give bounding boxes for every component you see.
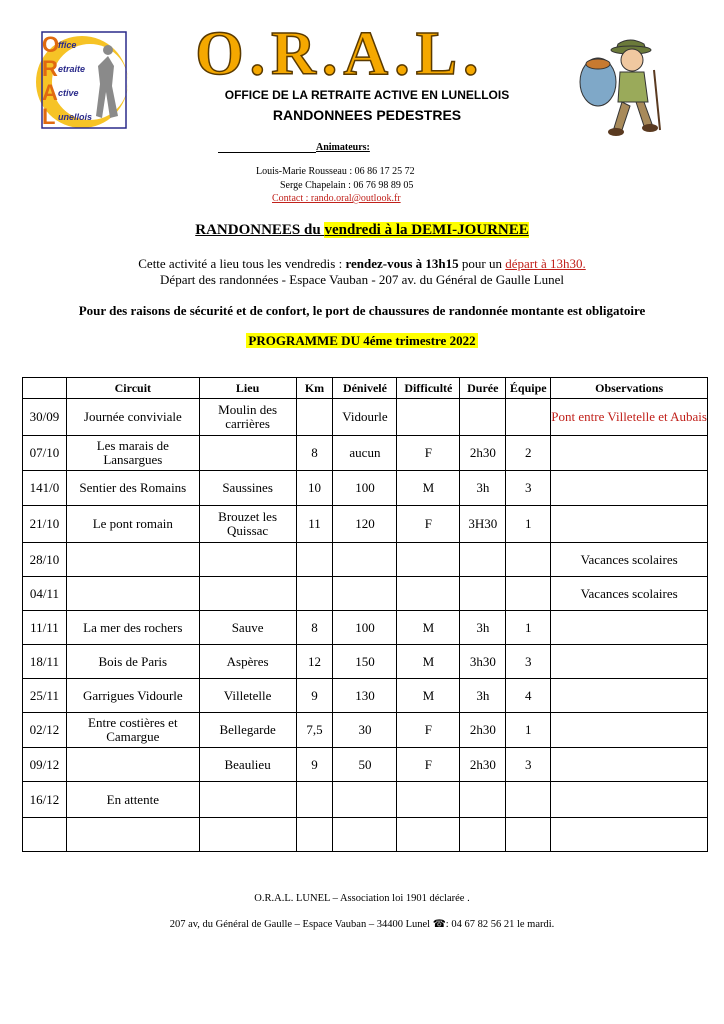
cell-lieu — [199, 543, 296, 577]
col-header-duree: Durée — [460, 378, 506, 399]
cell-km — [296, 818, 333, 852]
cell-observations — [551, 818, 708, 852]
cell-equipe — [506, 543, 551, 577]
cell-equipe — [506, 577, 551, 611]
contact-email-link[interactable]: Contact : rando.oral@outlook.fr — [272, 193, 401, 204]
cell-km: 8 — [296, 436, 333, 471]
programme-table — [22, 377, 708, 852]
cell-denivele — [333, 577, 397, 611]
cell-lieu: Beaulieu — [199, 748, 296, 782]
table-row — [23, 436, 708, 471]
cell-date — [23, 818, 67, 852]
cell-lieu: Sauve — [199, 611, 296, 645]
cell-duree: 3h — [460, 471, 506, 506]
safety-notice: Pour des raisons de sécurité et de confort, le port de chaussures de randonnée montante est obligatoire — [78, 303, 646, 318]
col-header-date — [23, 378, 67, 399]
cell-date: 25/11 — [23, 679, 67, 713]
table-row — [23, 782, 708, 818]
logo-letter-a: A — [42, 80, 58, 105]
cell-date: 18/11 — [23, 645, 67, 679]
info1-a: Cette activité a lieu tous les vendredis : — [138, 256, 346, 271]
cell-difficulte: M — [397, 645, 460, 679]
cell-duree: 3h — [460, 679, 506, 713]
table-row — [23, 471, 708, 506]
col-header-observations: Observations — [551, 378, 708, 399]
cell-circuit — [66, 577, 199, 611]
programme-text: PROGRAMME DU 4éme trimestre 2022 — [248, 333, 476, 348]
cell-duree — [460, 782, 506, 818]
cell-km: 10 — [296, 471, 333, 506]
cell-circuit: Bois de Paris — [66, 645, 199, 679]
cell-km: 9 — [296, 748, 333, 782]
cell-duree — [460, 543, 506, 577]
table-row — [23, 748, 708, 782]
cell-date: 02/12 — [23, 713, 67, 748]
cell-date: 28/10 — [23, 543, 67, 577]
association-name: OFFICE DE LA RETRAITE ACTIVE EN LUNELLOIS — [224, 88, 510, 102]
col-header-difficulte: Difficulté — [397, 378, 460, 399]
cell-date: 21/10 — [23, 506, 67, 543]
cell-equipe: 1 — [506, 611, 551, 645]
animateurs-label: Animateurs: — [316, 142, 370, 153]
cell-date: 09/12 — [23, 748, 67, 782]
table-row — [23, 645, 708, 679]
cell-observations — [551, 713, 708, 748]
cell-circuit — [66, 748, 199, 782]
cell-observations — [551, 679, 708, 713]
title-text: O.R.A.L. — [195, 20, 485, 88]
cell-duree: 2h30 — [460, 713, 506, 748]
cell-date: 07/10 — [23, 436, 67, 471]
cell-difficulte: F — [397, 506, 460, 543]
section-title-part2: vendredi à la DEMI-JOURNEE — [324, 222, 529, 238]
cell-lieu: Villetelle — [199, 679, 296, 713]
table-row — [23, 543, 708, 577]
activity-name: RANDONNEES PEDESTRES — [272, 107, 462, 123]
info-line-2: Départ des randonnées - Espace Vauban - 207 av. du Général de Gaulle Lunel — [160, 272, 564, 287]
cell-denivele: 100 — [333, 471, 397, 506]
cell-equipe: 1 — [506, 506, 551, 543]
footer-association: O.R.A.L. LUNEL – Association loi 1901 déclarée . — [254, 893, 470, 904]
logo-letter-o: O — [42, 32, 60, 57]
cell-circuit: En attente — [66, 782, 199, 818]
cell-circuit: Entre costières et Camargue — [66, 713, 199, 748]
table-row — [23, 818, 708, 852]
cell-circuit: Journée conviviale — [66, 399, 199, 436]
cell-difficulte — [397, 818, 460, 852]
cell-duree: 2h30 — [460, 748, 506, 782]
cell-circuit: Sentier des Romains — [66, 471, 199, 506]
cell-lieu — [199, 782, 296, 818]
logo-word-1: ffice — [58, 40, 77, 50]
cell-denivele: 30 — [333, 713, 397, 748]
footer-address: 207 av, du Général de Gaulle – Espace Vauban – 34400 Lunel ☎: 04 67 82 56 21 le mardi. — [169, 919, 555, 930]
cell-km: 7,5 — [296, 713, 333, 748]
cell-equipe — [506, 818, 551, 852]
cell-denivele — [333, 782, 397, 818]
cell-duree: 3h30 — [460, 645, 506, 679]
page-title — [150, 20, 530, 90]
cell-equipe: 3 — [506, 748, 551, 782]
logo-letter-r: R — [42, 56, 58, 81]
cell-observations: Vacances scolaires — [551, 577, 708, 611]
table-row — [23, 577, 708, 611]
cell-equipe — [506, 399, 551, 436]
cell-observations — [551, 436, 708, 471]
cell-lieu — [199, 818, 296, 852]
cell-date: 16/12 — [23, 782, 67, 818]
cell-date: 141/0 — [23, 471, 67, 506]
cell-denivele: 50 — [333, 748, 397, 782]
cell-duree: 3h — [460, 611, 506, 645]
cell-denivele: aucun — [333, 436, 397, 471]
cell-denivele: 150 — [333, 645, 397, 679]
info1-c: pour un — [458, 256, 506, 271]
cell-circuit: Le pont romain — [66, 506, 199, 543]
cell-difficulte: F — [397, 748, 460, 782]
cell-lieu: Bellegarde — [199, 713, 296, 748]
logo-word-3: ctive — [58, 88, 79, 98]
table-header-row — [23, 378, 708, 399]
cell-lieu: Aspères — [199, 645, 296, 679]
cell-denivele: 130 — [333, 679, 397, 713]
cell-equipe: 3 — [506, 471, 551, 506]
col-header-lieu: Lieu — [199, 378, 296, 399]
cell-observations — [551, 645, 708, 679]
cell-date: 30/09 — [23, 399, 67, 436]
cell-denivele: 100 — [333, 611, 397, 645]
cell-km: 12 — [296, 645, 333, 679]
cell-difficulte — [397, 782, 460, 818]
table-row — [23, 611, 708, 645]
cell-km — [296, 577, 333, 611]
section-title — [0, 222, 724, 239]
animator-1: Louis-Marie Rousseau : 06 86 17 25 72 — [256, 166, 415, 177]
cell-km: 8 — [296, 611, 333, 645]
cell-duree: 2h30 — [460, 436, 506, 471]
cell-lieu: Saussines — [199, 471, 296, 506]
cell-observations — [551, 611, 708, 645]
table-row — [23, 399, 708, 436]
animateurs-underline — [218, 152, 316, 153]
table-row — [23, 713, 708, 748]
cell-difficulte: M — [397, 471, 460, 506]
cell-difficulte — [397, 577, 460, 611]
cell-circuit: Garrigues Vidourle — [66, 679, 199, 713]
info-line-1 — [0, 256, 724, 272]
cell-difficulte — [397, 543, 460, 577]
cell-lieu: Moulin des carrières — [199, 399, 296, 436]
cell-observations — [551, 748, 708, 782]
cell-duree — [460, 577, 506, 611]
cell-equipe: 4 — [506, 679, 551, 713]
cell-difficulte: M — [397, 611, 460, 645]
cell-equipe: 2 — [506, 436, 551, 471]
cell-equipe: 1 — [506, 713, 551, 748]
cell-observations: Pont entre Villetelle et Aubais — [551, 399, 708, 436]
col-header-circuit: Circuit — [66, 378, 199, 399]
cell-km: 11 — [296, 506, 333, 543]
logo-word-4: unellois — [58, 112, 93, 122]
cell-date: 04/11 — [23, 577, 67, 611]
cell-km — [296, 782, 333, 818]
col-header-km: Km — [296, 378, 333, 399]
cell-lieu — [199, 577, 296, 611]
info1-b: rendez-vous à 13h15 — [345, 256, 459, 271]
cell-equipe — [506, 782, 551, 818]
cell-lieu — [199, 436, 296, 471]
logo-letter-l: L — [42, 104, 56, 129]
cell-duree — [460, 818, 506, 852]
section-title-part1: RANDONNEES du — [195, 222, 325, 238]
cell-km: 9 — [296, 679, 333, 713]
info1-d: départ à 13h30. — [505, 256, 586, 271]
cell-denivele: 120 — [333, 506, 397, 543]
cell-km — [296, 543, 333, 577]
cell-circuit: La mer des rochers — [66, 611, 199, 645]
cell-circuit: Les marais de Lansargues — [66, 436, 199, 471]
cell-difficulte: M — [397, 679, 460, 713]
programme-title — [0, 333, 724, 349]
cell-duree: 3H30 — [460, 506, 506, 543]
cell-difficulte: F — [397, 713, 460, 748]
cell-equipe: 3 — [506, 645, 551, 679]
cell-denivele — [333, 818, 397, 852]
table-row — [23, 506, 708, 543]
cell-km — [296, 399, 333, 436]
cell-date: 11/11 — [23, 611, 67, 645]
cell-difficulte — [397, 399, 460, 436]
cell-circuit — [66, 818, 199, 852]
col-header-denivele: Dénivelé — [333, 378, 397, 399]
hiker-illustration-icon — [574, 30, 664, 142]
col-header-equipe: Équipe — [506, 378, 551, 399]
animator-2: Serge Chapelain : 06 76 98 89 05 — [280, 180, 414, 191]
cell-observations — [551, 782, 708, 818]
cell-difficulte: F — [397, 436, 460, 471]
cell-denivele: Vidourle — [333, 399, 397, 436]
logo-word-2: etraite — [58, 64, 86, 74]
cell-observations — [551, 471, 708, 506]
cell-circuit — [66, 543, 199, 577]
cell-observations — [551, 506, 708, 543]
cell-observations: Vacances scolaires — [551, 543, 708, 577]
table-row — [23, 679, 708, 713]
cell-duree — [460, 399, 506, 436]
cell-lieu: Brouzet les Quissac — [199, 506, 296, 543]
cell-denivele — [333, 543, 397, 577]
